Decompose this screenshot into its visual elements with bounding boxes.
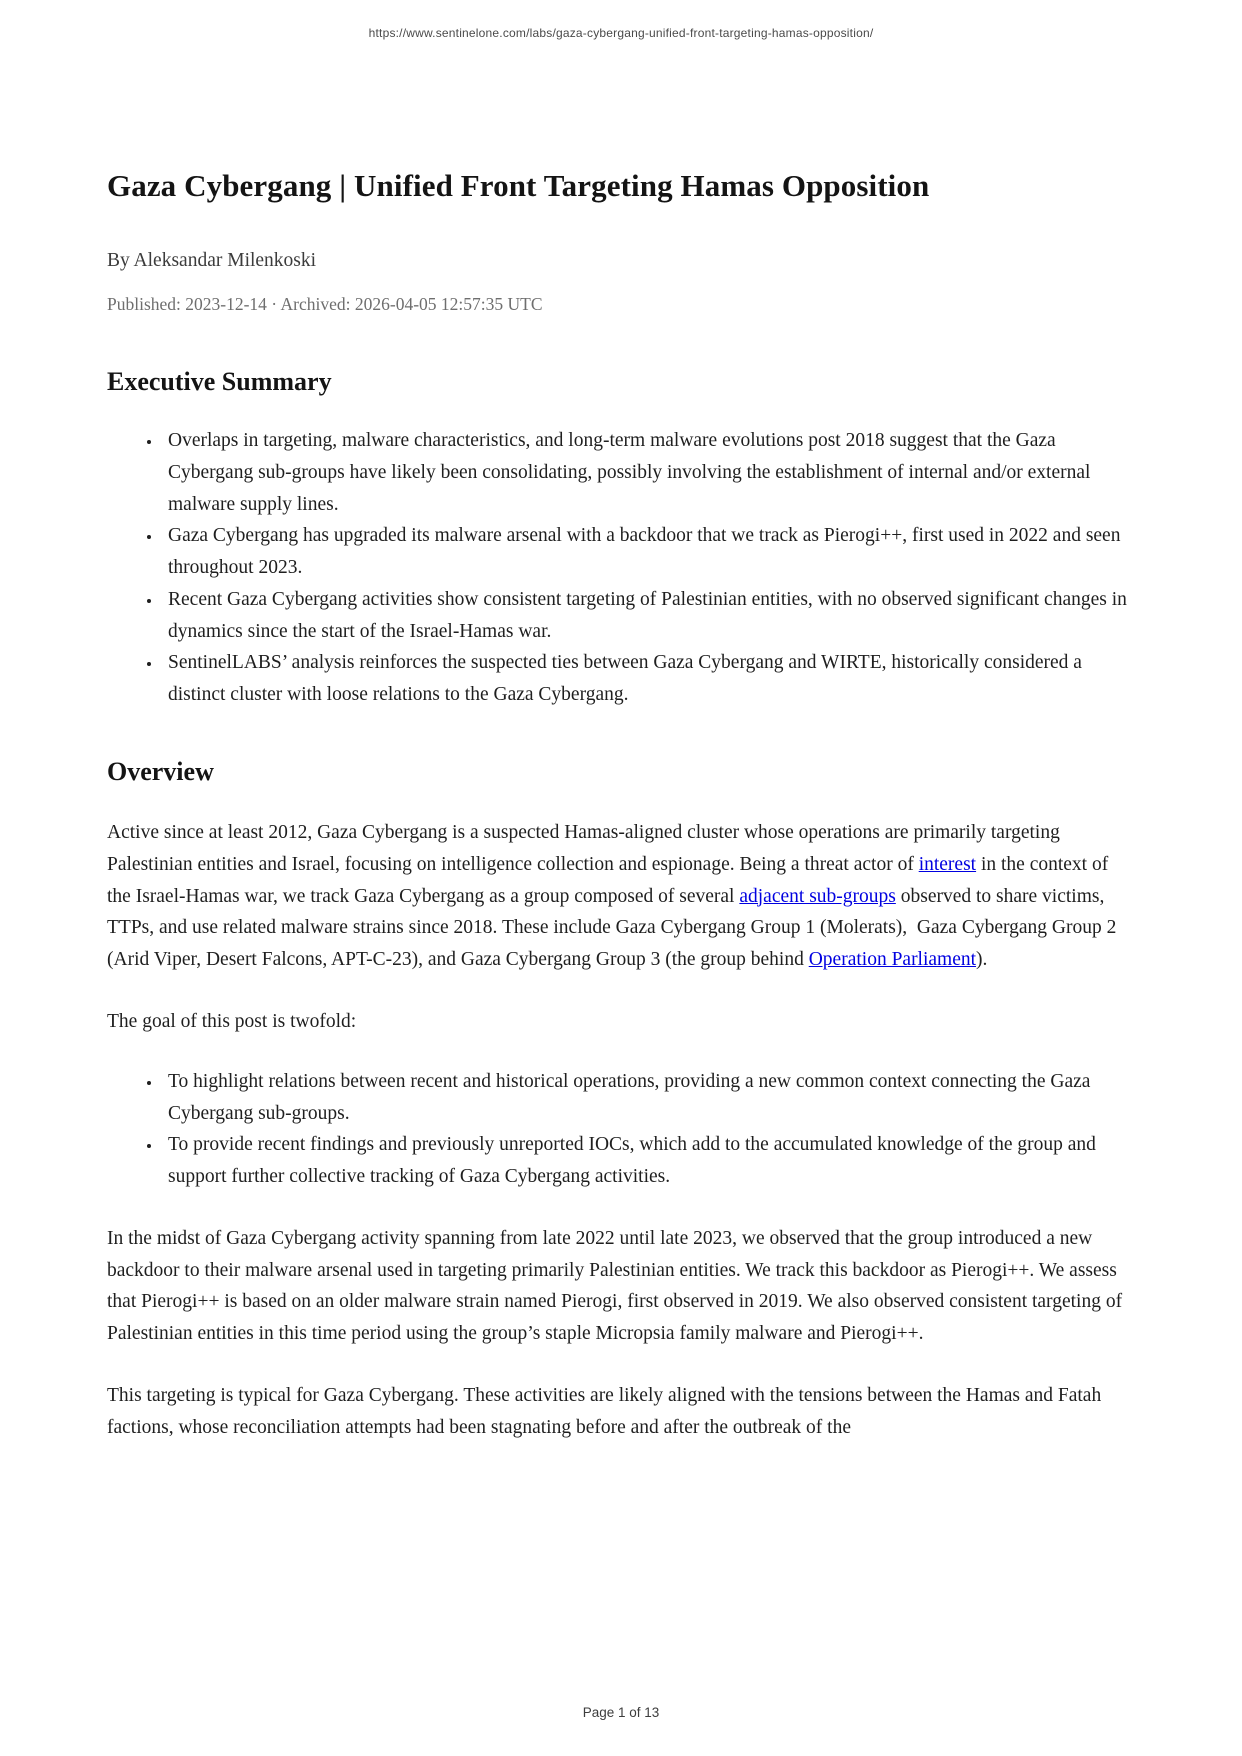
link-interest[interactable]: interest <box>918 853 977 875</box>
list-item: • SentinelLABS’ analysis reinforces the suspected ties between Gaza Cybergang and WIRTE, historically considered a distinct cluster with loose relations to the Gaza Cybergang. <box>162 647 1135 711</box>
list-item: • Recent Gaza Cybergang activities show consistent targeting of Palestinian entities, with no observed significant changes in dynamics since the start of the Israel-Hamas war. <box>162 584 1135 648</box>
paragraph-text: Active since at least 2012, Gaza Cybergang is a suspected Hamas-aligned cluster whose operations are primarily targeting Palestinian entities and Israel, focusing on intelligence collection and espionage. Being a threat actor of <box>107 822 1060 875</box>
list-item: • To highlight relations between recent and historical operations, providing a new common context connecting the Gaza Cybergang sub-groups. <box>162 1066 1135 1130</box>
list-item: • Gaza Cybergang has upgraded its malware arsenal with a backdoor that we track as Pierogi++, first used in 2022 and seen throughout 2023. <box>162 520 1135 584</box>
link-adjacent-sub-groups[interactable]: adjacent sub-groups <box>739 885 896 907</box>
article-body <box>107 168 1135 1444</box>
list-item: • To provide recent findings and previously unreported IOCs, which add to the accumulated knowledge of the group and support further collective tracking of Gaza Cybergang activities. <box>162 1129 1135 1193</box>
archive-url: https://www.sentinelone.com/labs/gaza-cybergang-unified-front-targeting-hamas-opposition/ <box>368 26 874 40</box>
executive-summary-list <box>107 425 1135 711</box>
published-archived-meta: Published: 2023-12-14 · Archived: 2026-04-05 12:57:35 UTC <box>107 294 543 314</box>
heading-executive-summary: Executive Summary <box>107 367 332 396</box>
byline: By Aleksandar Milenkoski <box>107 250 317 271</box>
paragraph-text: ). <box>976 949 988 971</box>
paragraph-text: observed to share victims, TTPs, and use related malware strains since 2018. These include Gaza Cybergang Group 1 (Molerats), Gaza Cybergang Group 2 (Arid Viper, Desert Falcons, APT-C-23), and Gaza Cybergang Group 3 (the group behind <box>107 885 1117 971</box>
heading-overview: Overview <box>107 757 214 787</box>
page-number: Page 1 of 13 <box>582 1705 660 1720</box>
paragraph-text: in the context of the Israel-Hamas war, we track Gaza Cybergang as a group composed of several <box>107 853 1109 907</box>
overview-paragraph-3: In the midst of Gaza Cybergang activity spanning from late 2022 until late 2023, we observed that the group introduced a new backdoor to their malware arsenal used in targeting primarily Palestinian entities. We track this backdoor as Pierogi++. We assess that Pierogi++ is based on an older malware strain named Pierogi, first observed in 2019. We also observed consistent targeting of Palestinian entities in this time period using the group’s staple Micropsia family malware and Pierogi++. <box>107 1227 1123 1345</box>
overview-paragraph-4: This targeting is typical for Gaza Cybergang. These activities are likely aligned with the tensions between the Hamas and Fatah factions, whose reconciliation attempts had been stagnating before and after the outbreak of the <box>107 1384 1102 1438</box>
overview-paragraph-2: The goal of this post is twofold: <box>107 1010 357 1032</box>
overview-paragraph-1 <box>107 817 1135 976</box>
list-item: • Overlaps in targeting, malware characteristics, and long-term malware evolutions post 2018 suggest that the Gaza Cybergang sub-groups have likely been consolidating, possibly involving the establishment of internal and/or external malware supply lines. <box>162 425 1135 520</box>
page-title: Gaza Cybergang | Unified Front Targeting Hamas Opposition <box>107 168 930 203</box>
goals-list <box>107 1066 1135 1193</box>
link-operation-parliament[interactable]: Operation Parliament <box>808 949 977 971</box>
